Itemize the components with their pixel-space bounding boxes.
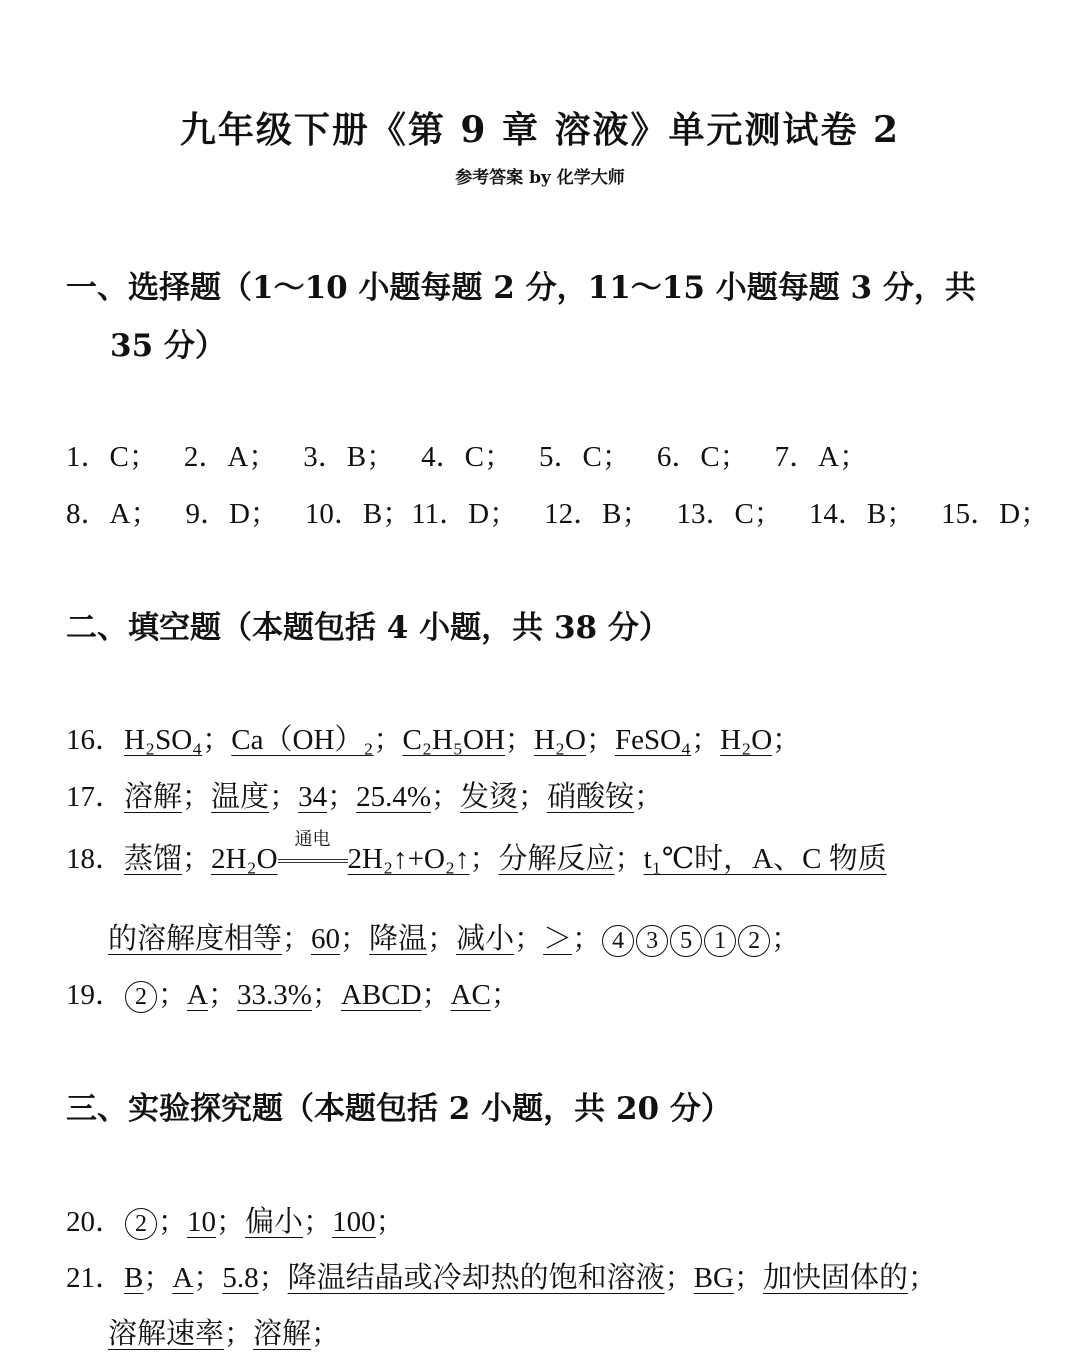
separator: ； [772,724,802,756]
circled-answer-group [601,923,771,955]
answer-blank: 33.3% [237,979,312,1011]
circled-number: 2 [125,1208,157,1240]
answer-blank: ABCD [340,979,422,1011]
answer-line-21 [66,1255,937,1296]
reaction-condition [278,829,348,876]
answer-blank: 发烫 [460,781,519,813]
separator: ； [585,724,615,756]
choice-answer: 5．C； [538,441,631,473]
answer-blank: 温度 [211,781,270,813]
answer-blank: 溶解 [124,781,183,813]
separator: ； [572,923,602,955]
separator: ； [182,781,212,813]
answer-blank: 降温结晶或冷却热的饱和溶液 [287,1262,665,1294]
document-title: 九年级下册《第 9 章 溶液》单元测试卷 2 [179,109,901,151]
question-number: 18． [66,843,125,875]
choice-answer: 15．D； [941,498,1050,530]
answer-blank: 34 [298,781,328,813]
question-number: 21． [66,1262,125,1294]
section-heading-choice-cont: 35 分） [110,328,226,364]
circled-number: 2 [738,925,770,957]
section-heading-choice: 一、选择题（1～10 小题每题 2 分，11～15 小题每题 3 分，共 [66,270,976,306]
answer-line-19 [66,972,520,1013]
choice-answer: 10．B；11．D； [304,498,519,530]
separator: ； [421,979,451,1011]
answer-line-21-cont [108,1311,340,1352]
separator: ； [282,923,312,955]
answer-blank: 25.4% [356,781,432,813]
separator: ； [469,843,499,875]
answer-blank: 溶解 [253,1318,312,1350]
choice-answer: 7．A； [774,441,869,473]
choice-answer: 12．B； [544,498,651,530]
equation-products: 2H₂↑+O₂↑ [347,843,470,875]
answer-blank: 的溶解度相等 [108,923,283,955]
separator: ； [143,1262,173,1294]
circled-answer-group [124,1206,158,1238]
choice-answers-row-1 [66,434,894,475]
choice-answer: 4．C； [421,441,513,473]
separator: ； [340,923,370,955]
answer-blank: 分解反应 [498,843,615,875]
separator: ； [427,923,457,955]
choice-answer: 9．D； [185,498,279,530]
choice-answer: 8．A； [66,498,160,530]
answer-blank: ＞ [543,923,573,955]
separator: ； [375,1206,405,1238]
choice-answer: 13．C； [676,498,783,530]
answer-blank: 60 [311,923,341,955]
choice-answer: 1．C； [66,441,158,473]
circled-number: 5 [670,925,702,957]
choice-answer: 2．A； [183,441,278,473]
answer-line-18 [66,829,887,877]
answer-blank: B [124,1262,144,1294]
separator: ； [303,1206,333,1238]
question-number: 16． [66,724,125,756]
equals-sign [278,859,348,863]
separator: ； [258,1262,288,1294]
answer-blank: t₁℃时，A、C 物质 [643,843,887,875]
question-number: 20． [66,1206,125,1238]
separator: ； [158,979,188,1011]
answer-blank: 硝酸铵 [547,781,635,813]
separator: ； [311,979,341,1011]
separator: ； [311,1318,341,1350]
answer-blank: BG [693,1262,734,1294]
separator: ； [664,1262,694,1294]
circled-number: 3 [636,925,668,957]
separator: ； [373,724,403,756]
answer-blank: Ca（OH）₂ [231,724,374,756]
answer-blank: FeSO₄ [614,724,692,756]
separator: ； [207,979,237,1011]
answer-blank: 100 [332,1206,376,1238]
separator: ； [504,724,534,756]
separator: ； [490,979,520,1011]
separator: ； [691,724,721,756]
answer-blank: 减小 [456,923,515,955]
answer-blank: 10 [187,1206,217,1238]
choice-answer: 3．B； [303,441,396,473]
separator: ； [193,1262,223,1294]
answer-blank: H₂O [720,724,773,756]
separator: ； [907,1262,937,1294]
circled-number: 2 [125,981,157,1013]
circled-answer-group [124,979,158,1011]
separator: ； [431,781,461,813]
answer-blank: AC [450,979,491,1011]
answer-blank: A [187,979,208,1011]
answer-blank: H₂O [533,724,586,756]
equation-reactants: 2H₂O [211,843,278,875]
condition-label: 通电 [294,829,331,849]
separator: ； [514,923,544,955]
answer-blank: 5.8 [222,1262,259,1294]
answer-line-17 [66,774,663,815]
circled-number: 4 [602,925,634,957]
choice-answer: 6．C； [656,441,749,473]
separator: ； [269,781,299,813]
separator: ； [216,1206,246,1238]
question-number: 19． [66,979,125,1011]
separator: ； [158,1206,188,1238]
section-heading-experiment: 三、实验探究题（本题包括 2 小题，共 20 分） [66,1091,732,1127]
chemical-equation [211,829,470,875]
section-heading-fill: 二、填空题（本题包括 4 小题，共 38 分） [66,610,670,646]
separator: ； [224,1318,254,1350]
answer-blank: C₂H₅OH [402,724,505,756]
separator: ； [733,1262,763,1294]
separator: ； [518,781,548,813]
answer-blank: A [172,1262,194,1294]
answer-line-20 [66,1199,405,1240]
separator: ； [327,781,357,813]
answer-blank: 降温 [369,923,428,955]
choice-answer: 14．B； [808,498,916,530]
document-subtitle: 参考答案 by 化学大师 [455,168,625,188]
separator: ； [771,923,801,955]
circled-number: 1 [704,925,736,957]
answer-blank: 偏小 [245,1206,304,1238]
separator: ； [202,724,232,756]
answer-line-18-cont [108,916,800,957]
answer-blank: 加快固体的 [762,1262,908,1294]
separator: ； [634,781,664,813]
answer-line-16 [66,717,801,758]
answer-blank: H₂SO₄ [124,724,203,756]
separator: ； [614,843,644,875]
choice-answers-row-2 [66,491,1075,532]
answer-blank: 溶解速率 [108,1318,225,1350]
answer-blank: 蒸馏 [124,843,183,875]
question-number: 17． [66,781,125,813]
separator: ； [182,843,212,875]
